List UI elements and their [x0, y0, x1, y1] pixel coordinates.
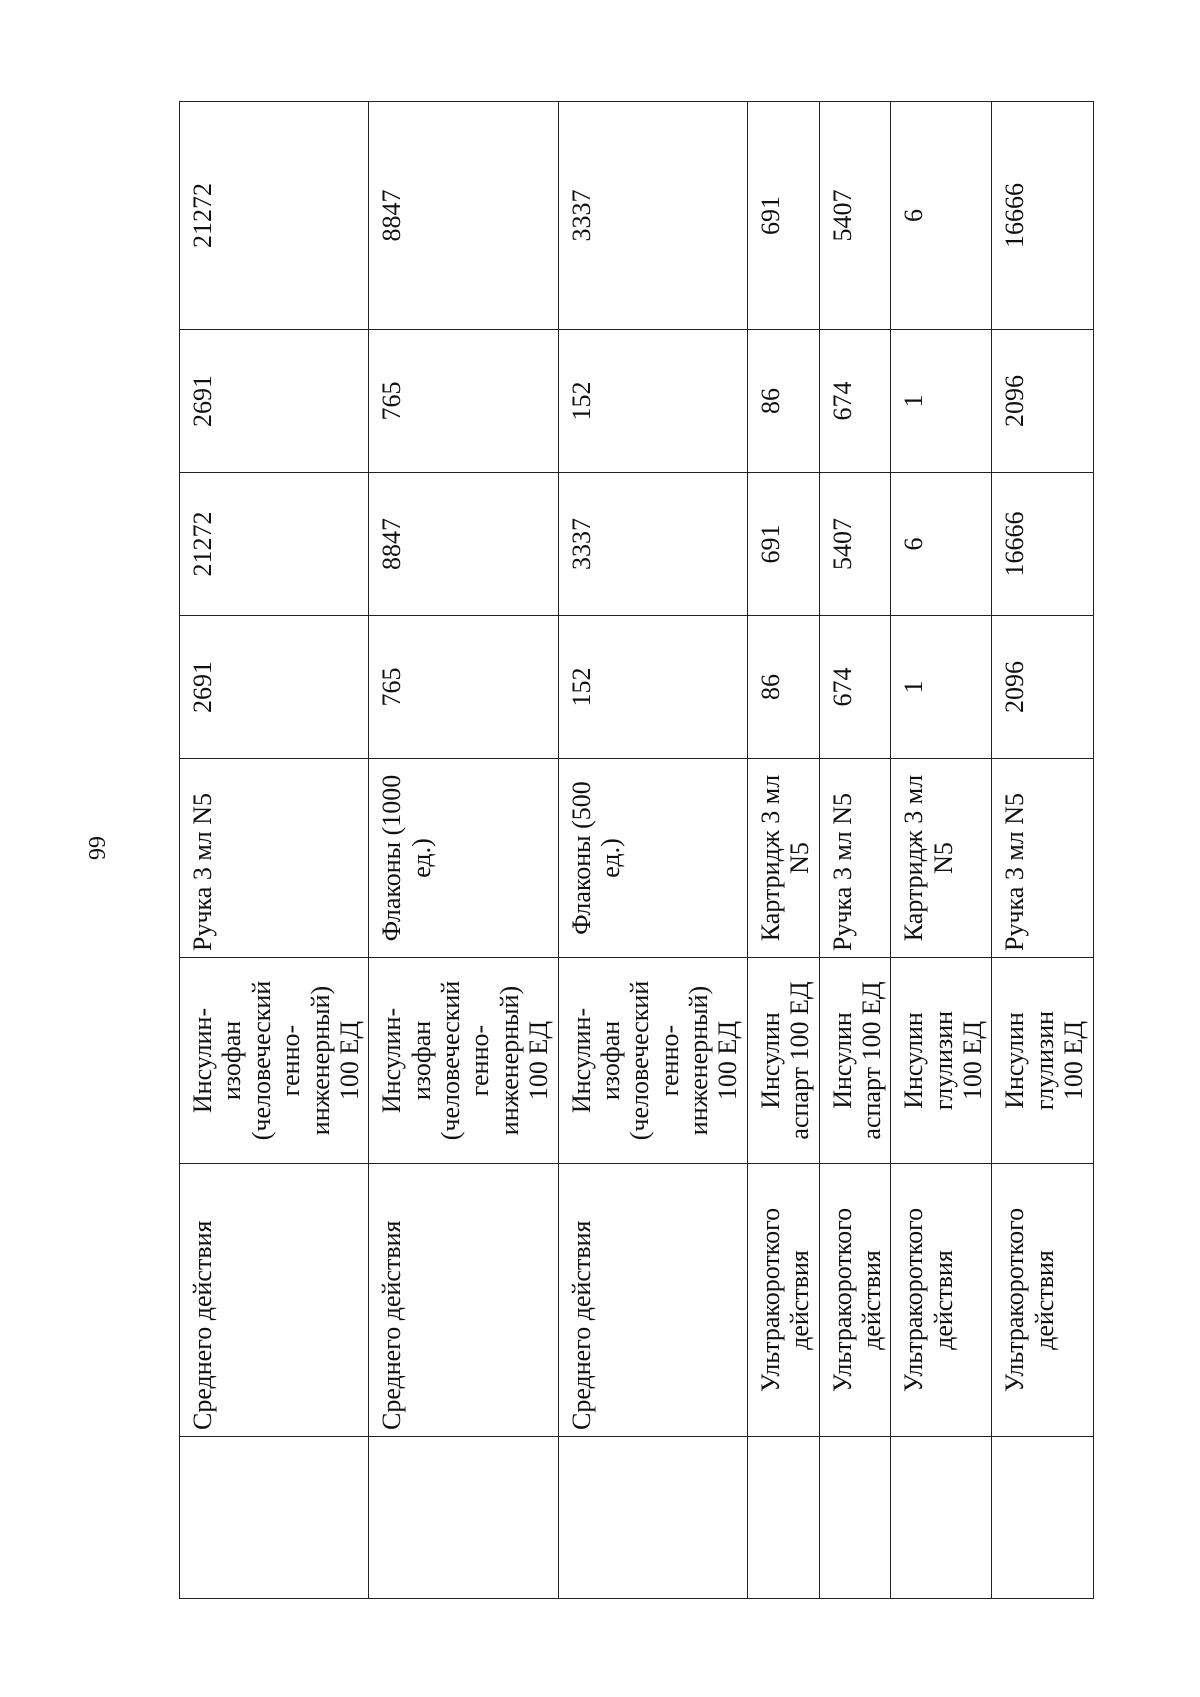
drug-name-line: Инсулин-	[377, 1007, 407, 1114]
quantity-cell-q2: 8847	[369, 473, 558, 616]
category-cell: Ультракороткого действия	[819, 1164, 891, 1437]
quantity-cell-q4: 6	[891, 102, 992, 330]
quantity-cell-q4: 16666	[992, 102, 1093, 330]
drug-name-line: инженерный)	[494, 985, 524, 1136]
drug-name-line: глулизин	[928, 1010, 958, 1111]
category-cell: Среднего действия	[558, 1164, 747, 1437]
table-row	[180, 102, 369, 1599]
insulin-table	[179, 101, 1094, 1599]
quantity-cell-q2: 21272	[180, 473, 369, 616]
drug-name-cell	[369, 958, 558, 1164]
drug-name-line: Инсулин	[755, 1012, 785, 1109]
drug-name-line: генно-	[465, 1024, 495, 1097]
quantity-cell-q4: 691	[747, 102, 819, 330]
drug-name-line: Инсулин-	[188, 1007, 217, 1114]
table-row	[992, 102, 1093, 1599]
quantity-cell-q1: 86	[747, 616, 819, 759]
drug-name-line: 100 ЕД	[524, 1020, 554, 1101]
drug-name-line: Инсулин	[899, 1012, 929, 1109]
empty-cell	[369, 1437, 558, 1599]
empty-cell	[819, 1437, 891, 1599]
table-row	[369, 102, 558, 1599]
drug-name-line: (человеческий	[436, 980, 465, 1141]
empty-cell	[747, 1437, 819, 1599]
table-row	[819, 102, 891, 1599]
quantity-cell-q4: 3337	[558, 102, 747, 330]
quantity-cell-q1: 152	[558, 616, 747, 759]
empty-cell	[558, 1437, 747, 1599]
empty-cell	[891, 1437, 992, 1599]
drug-name-line: (человеческий	[246, 980, 276, 1141]
dosage-form-cell: Флаконы (1000 ед.)	[369, 759, 558, 958]
dosage-form-cell: Ручка 3 мл N5	[819, 759, 891, 958]
drug-name-line: Инсулин	[827, 1012, 857, 1109]
dosage-form-cell: Ручка 3 мл N5	[180, 759, 369, 958]
quantity-cell-q1: 2096	[992, 616, 1093, 759]
quantity-cell-q3: 152	[558, 330, 747, 473]
category-cell: Ультракороткого действия	[891, 1164, 992, 1437]
drug-name-line: инженерный)	[305, 985, 335, 1136]
drug-name-cell	[891, 958, 992, 1164]
drug-name-line: аспарт 100 ЕД	[856, 981, 886, 1140]
quantity-cell-q2: 16666	[992, 473, 1093, 616]
drug-name-line: Инсулин	[1000, 1012, 1030, 1109]
drug-name-line: Инсулин-	[566, 1007, 596, 1114]
quantity-cell-q1: 674	[819, 616, 891, 759]
page-number: 66	[83, 836, 109, 860]
rotated-table-container	[179, 102, 1089, 1599]
drug-name-line: 100 ЕД	[334, 1020, 364, 1101]
empty-cell	[992, 1437, 1093, 1599]
drug-name-cell	[747, 958, 819, 1164]
drug-name-line: 100 ЕД	[713, 1020, 743, 1101]
quantity-cell-q3: 674	[819, 330, 891, 473]
drug-name-line: изофан	[595, 1020, 625, 1101]
quantity-cell-q1: 2691	[180, 616, 369, 759]
drug-name-cell	[992, 958, 1093, 1164]
dosage-form-cell: Картридж 3 мл N5	[891, 759, 992, 958]
quantity-cell-q4: 21272	[180, 102, 369, 330]
drug-name-line: 100 ЕД	[1059, 1020, 1089, 1101]
quantity-cell-q3: 1	[891, 330, 992, 473]
table-row	[558, 102, 747, 1599]
quantity-cell-q3: 86	[747, 330, 819, 473]
drug-name-line: (человеческий	[625, 980, 655, 1141]
dosage-form-cell: Флаконы (500 ед.)	[558, 759, 747, 958]
quantity-cell-q2: 5407	[819, 473, 891, 616]
drug-name-cell	[558, 958, 747, 1164]
quantity-cell-q1: 1	[891, 616, 992, 759]
drug-name-line: изофан	[406, 1020, 436, 1101]
quantity-cell-q3: 2691	[180, 330, 369, 473]
quantity-cell-q3: 2096	[992, 330, 1093, 473]
drug-name-line: изофан	[217, 1020, 247, 1101]
quantity-cell-q2: 6	[891, 473, 992, 616]
drug-name-line: 100 ЕД	[958, 1020, 987, 1101]
empty-cell	[180, 1437, 369, 1599]
drug-name-cell	[819, 958, 891, 1164]
table-row	[891, 102, 992, 1599]
quantity-cell-q2: 691	[747, 473, 819, 616]
drug-name-line: генно-	[276, 1024, 306, 1097]
category-cell: Ультракороткого действия	[992, 1164, 1093, 1437]
category-cell: Ультракороткого действия	[747, 1164, 819, 1437]
drug-name-line: глулизин	[1029, 1010, 1059, 1111]
dosage-form-cell: Ручка 3 мл N5	[992, 759, 1093, 958]
quantity-cell-q4: 5407	[819, 102, 891, 330]
drug-name-line: инженерный)	[684, 985, 713, 1136]
quantity-cell-q1: 765	[369, 616, 558, 759]
category-cell: Среднего действия	[180, 1164, 369, 1437]
quantity-cell-q3: 765	[369, 330, 558, 473]
quantity-cell-q4: 8847	[369, 102, 558, 330]
dosage-form-cell: Картридж 3 мл N5	[747, 759, 819, 958]
category-cell: Среднего действия	[369, 1164, 558, 1437]
drug-name-line: генно-	[654, 1024, 684, 1097]
quantity-cell-q2: 3337	[558, 473, 747, 616]
drug-name-line: аспарт 100 ЕД	[785, 981, 815, 1140]
table-row	[747, 102, 819, 1599]
drug-name-cell	[180, 958, 369, 1164]
